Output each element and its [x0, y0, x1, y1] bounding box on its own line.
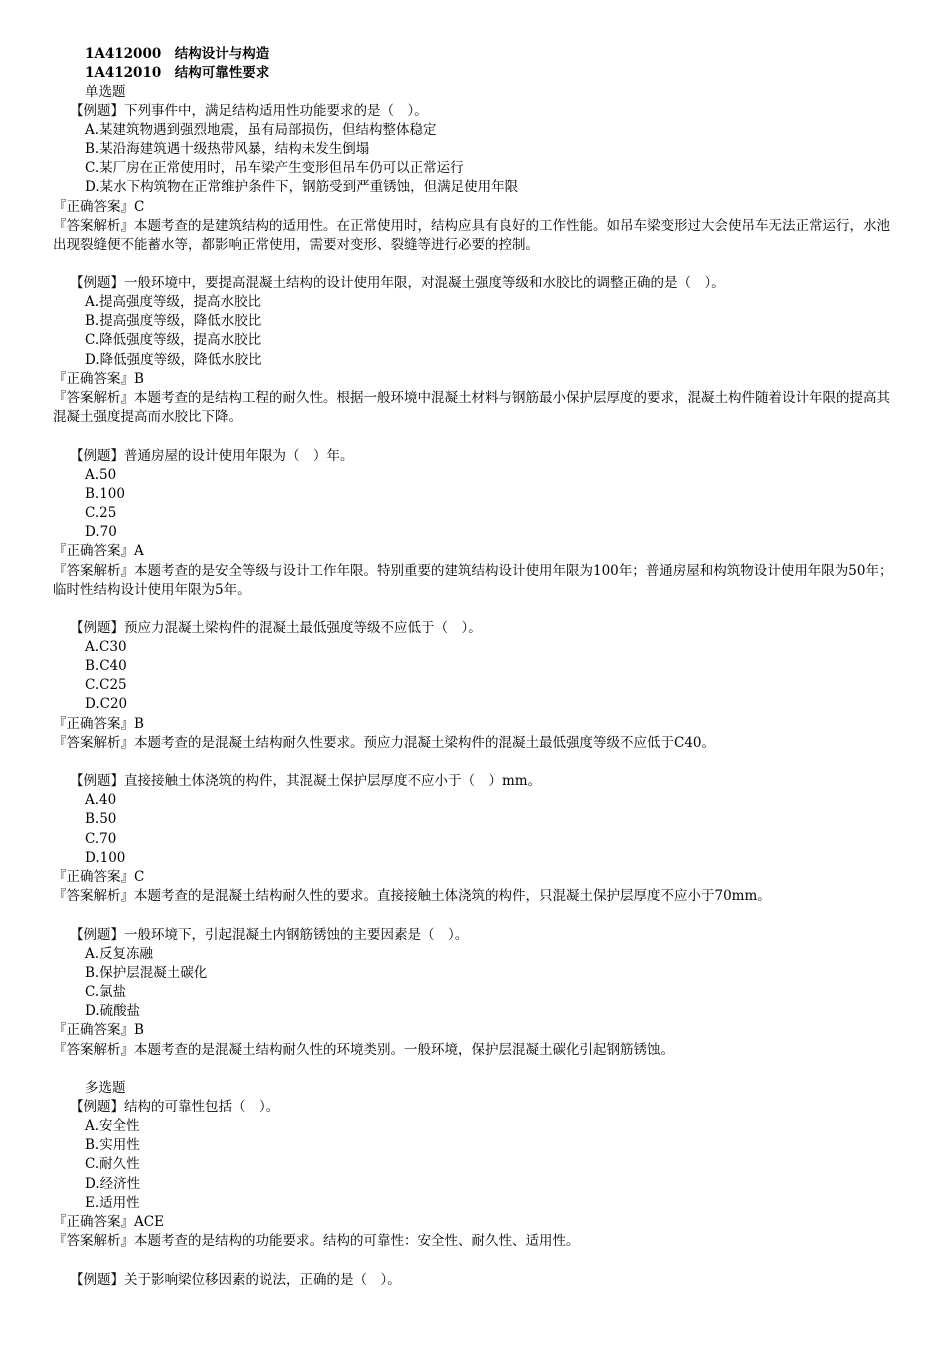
q3-option-a: A.50: [85, 467, 117, 483]
q1-analysis: 『答案解析』本题考查的是建筑结构的适用性。在正常使用时，结构应具有良好的工作性能。如吊车梁变形过大会使吊车无法正常运行，水池出现裂缝便不能蓄水等，都影响正常使用，需要对变形、裂缝等进行必要的控制。: [53, 218, 890, 253]
q6-analysis: 『答案解析』本题考查的是混凝土结构耐久性的环境类别。一般环境，保护层混凝土碳化引起钢筋锈蚀。: [53, 1042, 674, 1058]
q2-option-c: C.降低强度等级，提高水胶比: [85, 332, 262, 348]
q4-option-d: D.C20: [85, 696, 128, 712]
section-heading-2: 1A412010 结构可靠性要求: [85, 65, 270, 81]
q1-answer: 『正确答案』C: [53, 199, 145, 215]
q4-option-c: C.C25: [85, 677, 127, 693]
q3-option-b: B.100: [85, 486, 125, 502]
q5-option-c: C.70: [85, 831, 117, 847]
question-8: 【例题】关于影响梁位移因素的说法，正确的是（ ）。: [70, 1272, 401, 1288]
q7-analysis: 『答案解析』本题考查的是结构的功能要求。结构的可靠性：安全性、耐久性、适用性。: [53, 1233, 580, 1249]
q7-option-b: B.实用性: [85, 1137, 140, 1153]
q6-option-d: D.硫酸盐: [85, 1003, 141, 1019]
q6-option-a: A.反复冻融: [85, 946, 154, 962]
q7-answer: 『正确答案』ACE: [53, 1214, 164, 1230]
q2-answer: 『正确答案』B: [53, 371, 144, 387]
q6-answer: 『正确答案』B: [53, 1022, 144, 1038]
q1-option-c: C.某厂房在正常使用时，吊车梁产生变形但吊车仍可以正常运行: [85, 160, 464, 176]
question-6: 【例题】一般环境下，引起混凝土内钢筋锈蚀的主要因素是（ ）。: [70, 927, 469, 943]
multi-choice-label: 多选题: [85, 1080, 126, 1096]
question-2: 【例题】一般环境中，要提高混凝土结构的设计使用年限，对混凝土强度等级和水胶比的调整正确的是（ ）。: [70, 275, 725, 291]
q1-option-b: B.某沿海建筑遇十级热带风暴，结构未发生倒塌: [85, 141, 370, 157]
q3-option-d: D.70: [85, 524, 117, 540]
q2-analysis: 『答案解析』本题考查的是结构工程的耐久性。根据一般环境中混凝土材料与钢筋最小保护层厚度的要求，混凝土构件随着设计年限的提高其混凝土强度提高而水胶比下降。: [53, 390, 890, 425]
single-choice-label: 单选题: [85, 84, 126, 100]
question-4: 【例题】预应力混凝土梁构件的混凝土最低强度等级不应低于（ ）。: [70, 620, 482, 636]
question-7: 【例题】结构的可靠性包括（ ）。: [70, 1099, 280, 1115]
q7-option-a: A.安全性: [85, 1118, 140, 1134]
question-5: 【例题】直接接触土体浇筑的构件，其混凝土保护层厚度不应小于（ ）mm。: [70, 773, 542, 789]
q5-option-b: B.50: [85, 811, 117, 827]
q3-analysis: 『答案解析』本题考查的是安全等级与设计工作年限。特别重要的建筑结构设计使用年限为100年；普通房屋和构筑物设计使用年限为50年；临时性结构设计使用年限为5年。: [53, 563, 893, 598]
q1-option-a: A.某建筑物遇到强烈地震，虽有局部损伤，但结构整体稳定: [85, 122, 437, 138]
q2-option-b: B.提高强度等级，降低水胶比: [85, 313, 262, 329]
q7-option-c: C.耐久性: [85, 1156, 140, 1172]
q3-option-c: C.25: [85, 505, 117, 521]
q4-analysis: 『答案解析』本题考查的是混凝土结构耐久性要求。预应力混凝土梁构件的混凝土最低强度等级不应低于C40。: [53, 735, 716, 751]
q6-option-b: B.保护层混凝土碳化: [85, 965, 208, 981]
q5-analysis: 『答案解析』本题考查的是混凝土结构耐久性的要求。直接接触土体浇筑的构件，只混凝土保护层厚度不应小于70mm。: [53, 888, 771, 904]
q5-option-a: A.40: [85, 792, 117, 808]
q7-option-e: E.适用性: [85, 1195, 140, 1211]
q1-option-d: D.某水下构筑物在正常维护条件下，钢筋受到严重锈蚀，但满足使用年限: [85, 179, 519, 195]
q3-answer: 『正确答案』A: [53, 543, 144, 559]
q4-option-a: A.C30: [85, 639, 127, 655]
q6-option-c: C.氯盐: [85, 984, 127, 1000]
q2-option-a: A.提高强度等级，提高水胶比: [85, 294, 262, 310]
section-heading-1: 1A412000 结构设计与构造: [85, 46, 270, 62]
q4-option-b: B.C40: [85, 658, 127, 674]
q2-option-d: D.降低强度等级，降低水胶比: [85, 352, 262, 368]
q4-answer: 『正确答案』B: [53, 716, 144, 732]
q5-answer: 『正确答案』C: [53, 869, 145, 885]
question-3: 【例题】普通房屋的设计使用年限为（ ）年。: [70, 448, 354, 464]
q7-option-d: D.经济性: [85, 1176, 141, 1192]
q5-option-d: D.100: [85, 850, 126, 866]
question-1: 【例题】下列事件中，满足结构适用性功能要求的是（ ）。: [70, 103, 428, 119]
